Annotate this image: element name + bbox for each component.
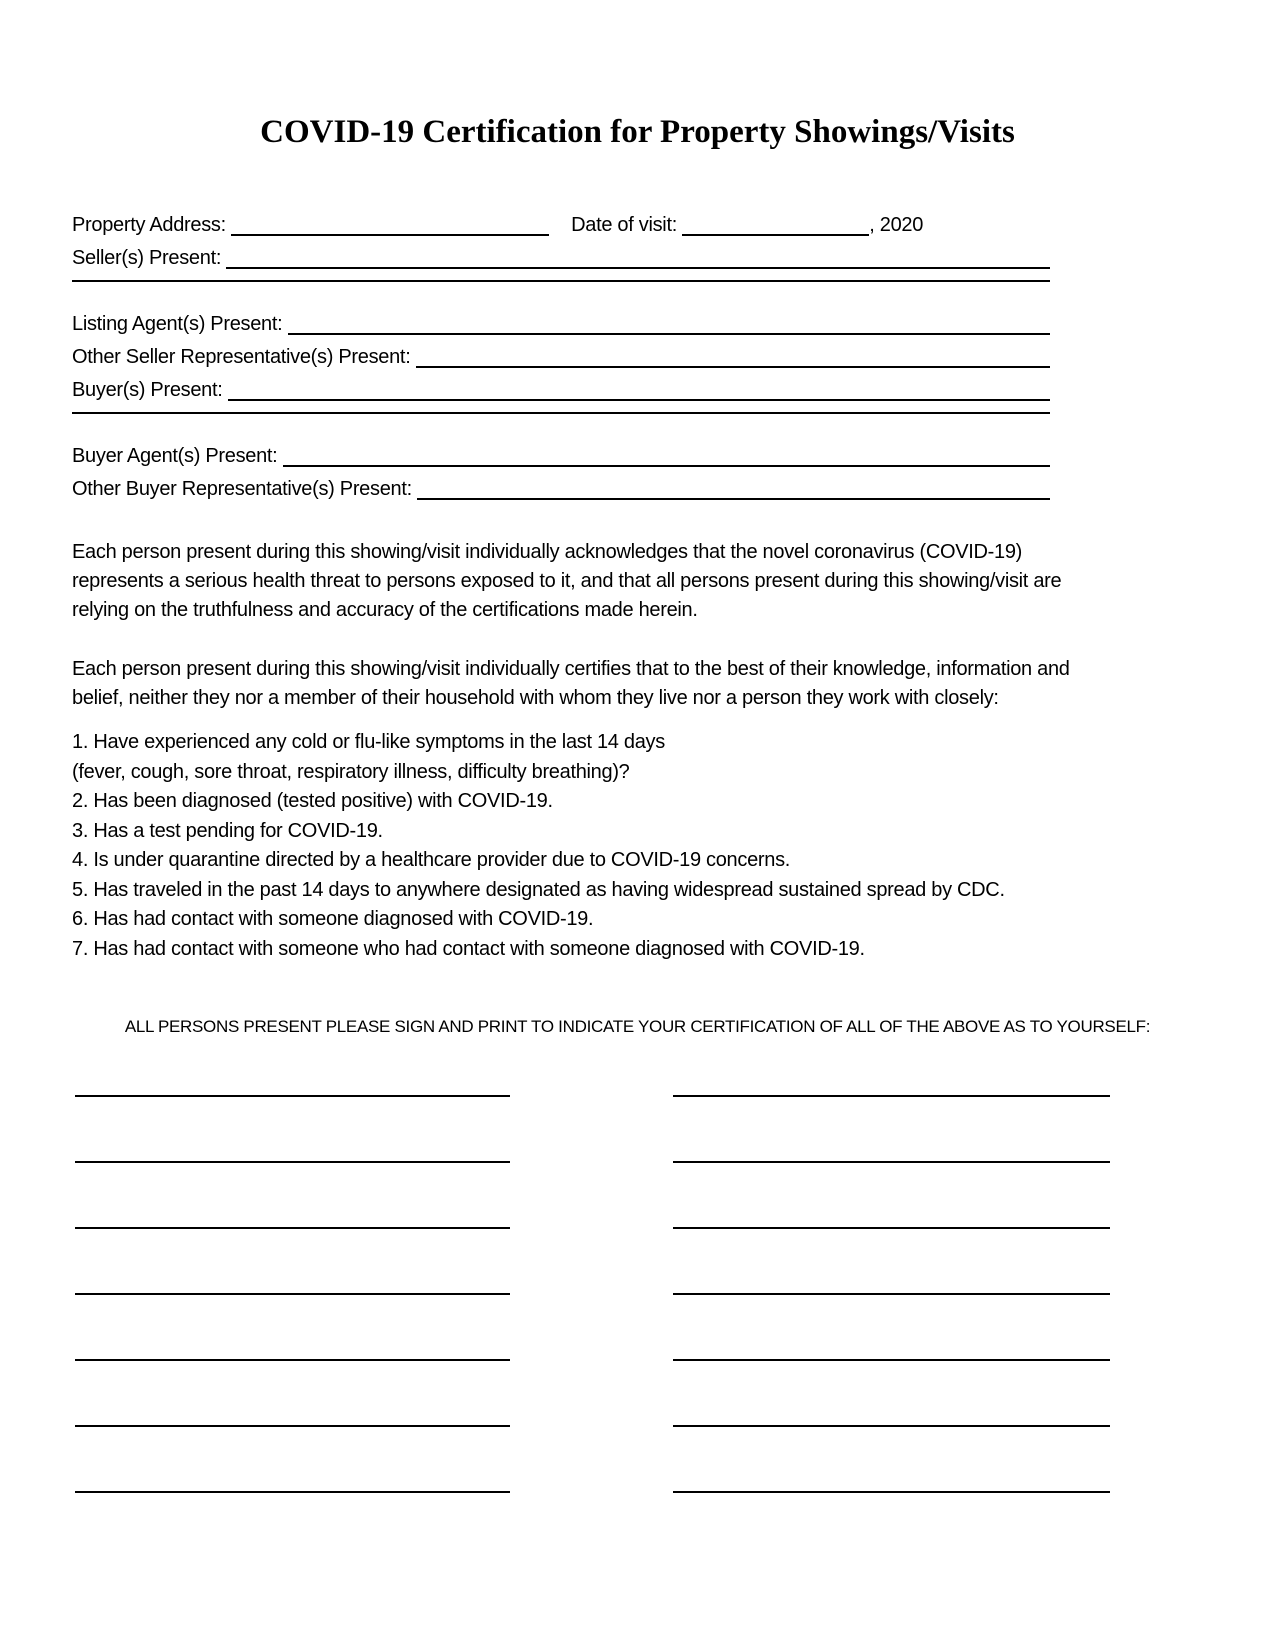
seller-present-label: Seller(s) Present: <box>72 247 227 269</box>
signature-line[interactable] <box>75 1227 510 1229</box>
field-row-buyer-continuation <box>72 407 1050 440</box>
signature-line[interactable] <box>673 1095 1110 1097</box>
field-row-other-buyer-rep <box>72 473 1050 506</box>
list-item-3: 3. Has a test pending for COVID-19. <box>72 819 383 842</box>
property-address-label: Property Address: <box>72 214 232 236</box>
other-seller-rep-label: Other Seller Representative(s) Present: <box>72 346 416 368</box>
signature-line[interactable] <box>75 1095 510 1097</box>
other-seller-rep-blank[interactable] <box>416 366 1050 368</box>
field-row-property-address-date <box>72 209 1050 242</box>
certification-line-2: belief, neither they nor a member of their household with whom they live nor a person they work with closely: <box>72 687 999 709</box>
field-row-buyer-agent <box>72 440 1050 473</box>
list-item-5: 5. Has traveled in the past 14 days to anywhere designated as having widespread sustained spread by CDC. <box>72 878 1005 901</box>
certification-line-1: Each person present during this showing/visit individually certifies that to the best of their knowledge, information and <box>72 658 1070 680</box>
signature-line[interactable] <box>75 1293 510 1295</box>
acknowledgement-paragraph <box>72 538 1275 625</box>
signature-line[interactable] <box>75 1359 510 1361</box>
acknowledgement-line-3: relying on the truthfulness and accuracy of the certifications made herein. <box>72 599 698 621</box>
list-item-6: 6. Has had contact with someone diagnosed with COVID-19. <box>72 908 594 930</box>
seller-present-continuation-blank[interactable] <box>72 280 1050 282</box>
signature-line[interactable] <box>673 1491 1110 1493</box>
signature-column-right <box>673 1039 1110 1493</box>
certification-paragraph <box>72 655 1275 713</box>
field-row-listing-agent <box>72 308 1050 341</box>
list-item-1: 1. Have experienced any cold or flu-like symptoms in the last 14 days <box>72 731 665 753</box>
field-row-seller-present <box>72 242 1050 275</box>
signature-section <box>75 1039 1275 1493</box>
signature-line[interactable] <box>673 1359 1110 1361</box>
signature-line[interactable] <box>673 1161 1110 1163</box>
list-item-2: 2. Has been diagnosed (tested positive) with COVID-19. <box>72 790 553 812</box>
list-item-4: 4. Is under quarantine directed by a healthcare provider due to COVID-19 concerns. <box>72 849 791 871</box>
year-suffix-label: , 2020 <box>869 214 924 236</box>
other-buyer-rep-label: Other Buyer Representative(s) Present: <box>72 478 418 500</box>
certification-items-list <box>72 728 1275 964</box>
buyer-agent-label: Buyer Agent(s) Present: <box>72 445 283 467</box>
acknowledgement-line-1: Each person present during this showing/visit individually acknowledges that the novel coronavirus (COVID-19) <box>72 541 1023 563</box>
signature-column-left <box>75 1039 510 1493</box>
signature-line[interactable] <box>673 1425 1110 1427</box>
list-item-7: 7. Has had contact with someone who had contact with someone diagnosed with COVID-19. <box>72 937 865 960</box>
field-row-other-seller-rep <box>72 341 1050 374</box>
signature-line[interactable] <box>673 1293 1110 1295</box>
listing-agent-label: Listing Agent(s) Present: <box>72 313 288 335</box>
listing-agent-blank[interactable] <box>288 333 1050 335</box>
signature-line[interactable] <box>75 1425 510 1427</box>
buyer-present-label: Buyer(s) Present: <box>72 379 228 401</box>
seller-present-blank[interactable] <box>226 267 1050 269</box>
date-of-visit-blank[interactable] <box>682 234 869 236</box>
buyer-agent-blank[interactable] <box>283 465 1050 467</box>
date-of-visit-label: Date of visit: <box>571 214 683 236</box>
sign-instruction: ALL PERSONS PRESENT PLEASE SIGN AND PRINT TO INDICATE YOUR CERTIFICATION OF ALL OF THE ABOVE AS TO YOURSELF: <box>124 1017 1151 1036</box>
signature-line[interactable] <box>673 1227 1110 1229</box>
buyer-present-blank[interactable] <box>228 399 1050 401</box>
list-item-1-continuation: (fever, cough, sore throat, respiratory illness, difficulty breathing)? <box>72 760 630 783</box>
document-title: COVID-19 Certification for Property Showings/Visits <box>260 114 1015 150</box>
property-address-blank[interactable] <box>231 234 549 236</box>
header-fields-section <box>72 209 1050 506</box>
signature-line[interactable] <box>75 1491 510 1493</box>
signature-line[interactable] <box>75 1161 510 1163</box>
buyer-present-continuation-blank[interactable] <box>72 412 1050 414</box>
acknowledgement-line-2: represents a serious health threat to persons exposed to it, and that all persons present during this showing/visit are <box>72 570 1062 592</box>
other-buyer-rep-blank[interactable] <box>417 498 1050 500</box>
field-row-seller-continuation <box>72 275 1050 308</box>
field-row-buyer-present <box>72 374 1050 407</box>
